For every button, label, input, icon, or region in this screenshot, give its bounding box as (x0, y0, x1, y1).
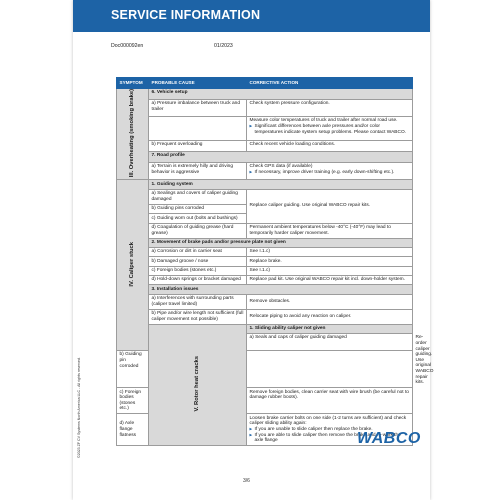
troubleshooting-table (116, 77, 434, 446)
action-bullet: ▶ If you are unable to slide caliper then replace the brake. (250, 427, 410, 433)
table-row (117, 117, 413, 141)
symptom-cell (149, 324, 247, 445)
action-cell: Replace pad kit. Use original WABCO repair kit incl. down-holder system. (247, 276, 413, 285)
action-cell: Remove obstacles. (247, 294, 413, 309)
table-row (117, 141, 413, 152)
cause-cell: a) Pressure imbalance between truck and trailer (149, 99, 247, 116)
table-row (117, 276, 413, 285)
subsection-heading: 1. Guiding system (149, 180, 413, 189)
cause-cell: c) Guiding worn out (bolts and bushings) (149, 214, 247, 223)
table-row (117, 324, 413, 333)
action-cell (247, 117, 413, 141)
table-row (117, 180, 413, 189)
cause-cell: d) Coagulation of guiding grease (hard grease) (149, 223, 247, 238)
action-text: Loosen brake carrier bolts on one side (1-2 turns are sufficient) and check caliper sliding ability again: (249, 415, 407, 427)
column-header-action: CORRECTIVE ACTION (247, 78, 413, 89)
doc-id: Doc000092en (111, 43, 144, 49)
action-text: Check system pressure configuration. (249, 100, 330, 106)
cause-cell: b) Pipe and/or wire length not sufficient (full caliper movement not possible) (149, 309, 247, 324)
action-cell: Remove foreign bodies, clean carrier seat with wire brush (be careful not to damage rubber boots). (247, 388, 413, 414)
cause-cell: c) Foreign bodies (stones etc.) (117, 388, 149, 414)
cause-cell: b) Guiding pin corroded (117, 351, 149, 388)
symptom-label: III. Overheating (smoking brake) (129, 88, 135, 177)
action-bullet: ▶ Significant differences between axle pressures and/or color temperatures indicate system setup problems. Please contact WABCO. (250, 124, 410, 135)
action-cell: See I.1.c) (247, 266, 413, 275)
symptom-label: V. Rotor heat cracks (194, 355, 200, 412)
action-bullet: ▶ If you are able to slide caliper then remove the brake and re-work the axle flange (250, 433, 410, 444)
table-row (117, 285, 413, 294)
action-text: Measure color temperatures of truck and trailer after normal road use. (249, 118, 398, 124)
action-cell (247, 99, 413, 116)
cause-cell: b) Frequent overloading (149, 141, 247, 152)
table-row (117, 247, 413, 256)
cause-cell: b) Guiding pins corroded (149, 204, 247, 213)
cause-cell: b) Damaged groove / nose (149, 257, 247, 266)
cause-cell: c) Foreign bodies (stones etc.) (149, 266, 247, 275)
action-cell: Replace brake. (247, 257, 413, 266)
cause-cell: a) Sealings and covers of caliper guiding damaged (149, 189, 247, 204)
cause-cell: d) Axle flange flatness (117, 414, 149, 446)
subsection-heading: 1. Sliding ability caliper not given (247, 324, 413, 333)
table-row (117, 238, 413, 247)
document-page (73, 0, 434, 500)
cause-cell: a) Interferences with surrounding parts (caliper travel limited) (149, 294, 247, 309)
cause-cell: d) Hold-down springs or bracket damaged (149, 276, 247, 285)
action-bullet: ▶ If necessary, improve driver training (e.g. early down-shifting etc.). (250, 170, 410, 176)
table-row (117, 162, 413, 180)
cause-cell (149, 117, 247, 141)
page-number: 3/6 (243, 478, 250, 484)
cause-cell: a) Terrain is extremely hilly and driving behavior is aggressive (149, 162, 247, 180)
subsection-heading: 7. Road profile (149, 151, 413, 162)
table-row: a) Seals and caps of caliper guiding damaged Re-order caliper guiding. Use original WABCO repair kits. (117, 334, 413, 351)
column-header-cause: PROBABLE CAUSE (149, 78, 247, 89)
wabco-logo: WABCO (357, 430, 421, 447)
table-row (117, 88, 413, 99)
table-row (117, 189, 413, 204)
cause-cell: a) Corrosion or dirt in carrier seat (149, 247, 247, 256)
action-text: Check GPS data (if available) (249, 164, 313, 170)
action-cell: Check recent vehicle loading conditions. (247, 141, 413, 152)
header-band (73, 0, 430, 32)
action-cell: Replace caliper guiding. Use original WABCO repair kits. (247, 189, 413, 223)
cause-cell: a) Seals and caps of caliper guiding damaged (247, 334, 413, 351)
table-row (117, 223, 413, 238)
subsection-heading: 2. Movement of brake pads and/or pressure plate not given (149, 238, 413, 247)
action-cell: Relocate piping to avoid any reaction on caliper. (247, 309, 413, 324)
table-row (117, 257, 413, 266)
doc-date: 01/2023 (214, 43, 233, 49)
symptom-cell (117, 180, 149, 351)
action-cell (247, 162, 413, 180)
action-cell: See I.1.c) (247, 247, 413, 256)
copyright-notice: ©2023 ZF CV Systems North America LLC - All rights reserved. (77, 357, 81, 458)
table-row (117, 151, 413, 162)
subsection-heading: 3. Installation issues (149, 285, 413, 294)
table-row (117, 99, 413, 116)
action-cell: Permanent ambient temperatures below -40°C (-40°F) may lead to temporarily harder caliper movement. (247, 223, 413, 238)
symptom-label: IV. Caliper stuck (129, 241, 135, 287)
table-row (117, 266, 413, 275)
table-row (117, 309, 413, 324)
table-header-row (117, 78, 413, 89)
column-header-symptom: SYMPTOM (117, 78, 149, 89)
page-title: SERVICE INFORMATION (111, 8, 261, 22)
subsection-heading: 6. Vehicle setup (149, 88, 413, 99)
symptom-cell (117, 88, 149, 180)
table-row (117, 294, 413, 309)
